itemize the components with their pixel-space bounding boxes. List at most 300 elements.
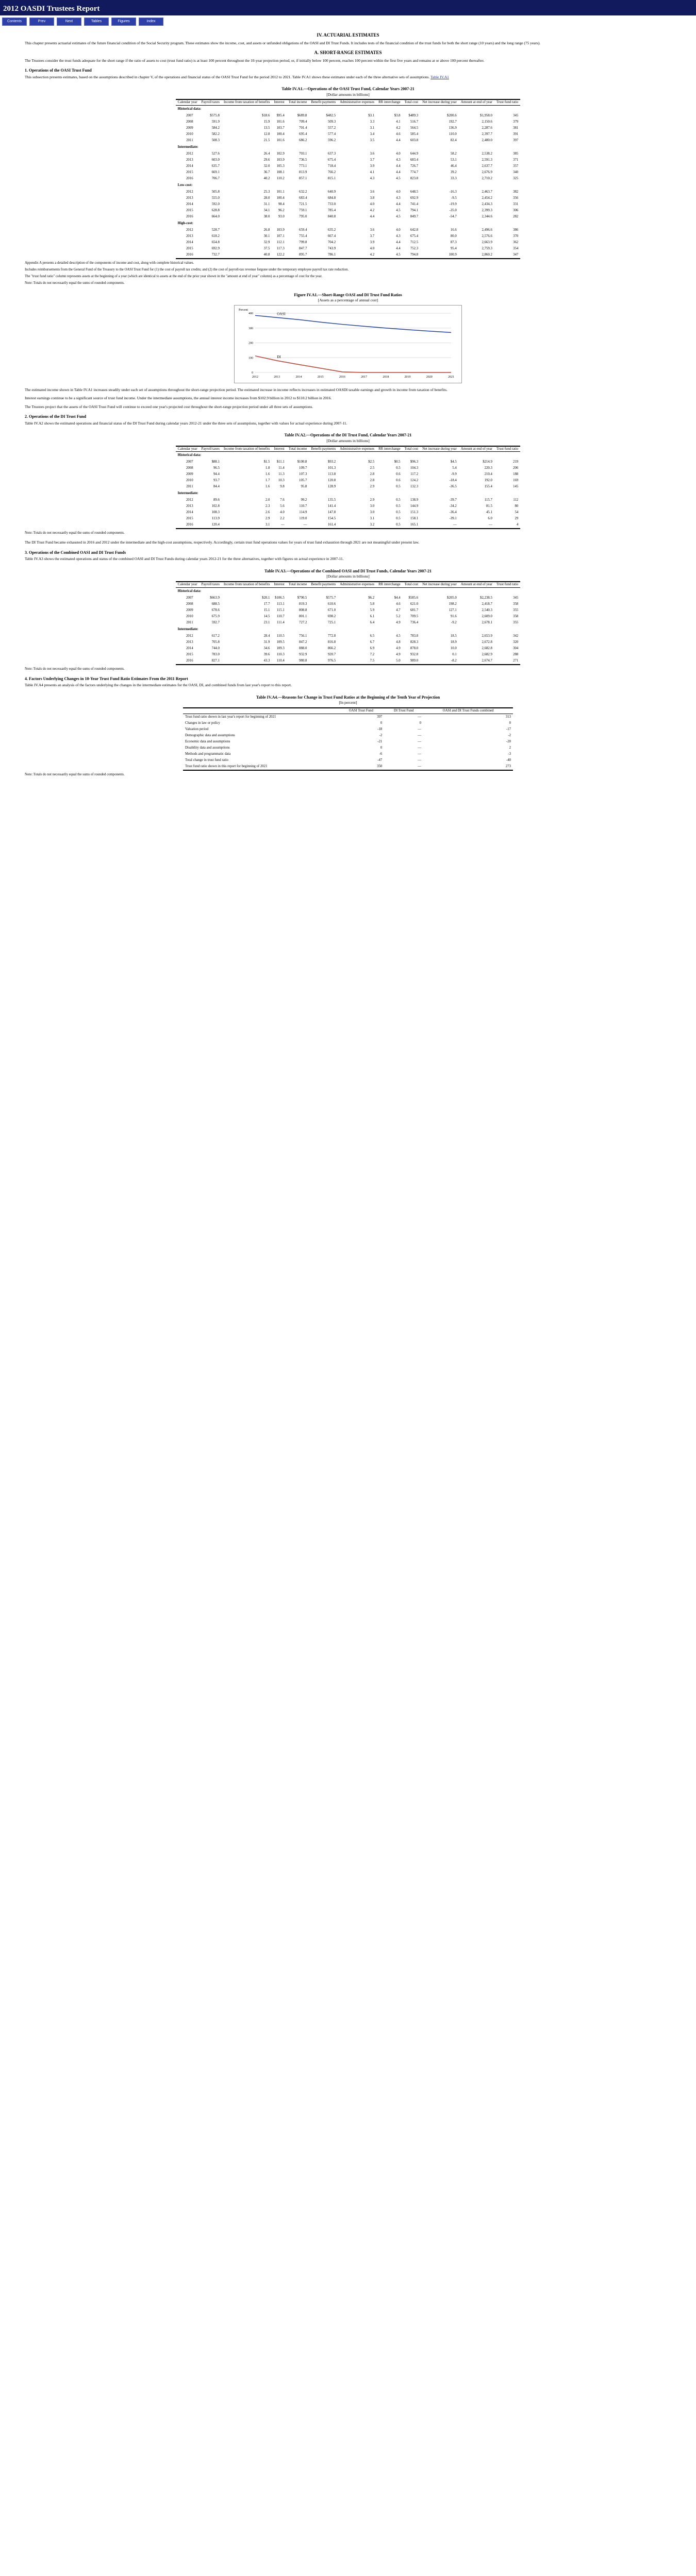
- table-cell: 2015: [186, 209, 193, 213]
- table-cell: -39.7: [449, 498, 457, 502]
- di-legend-label: DI: [277, 355, 281, 360]
- table-cell: 2.9: [370, 498, 375, 502]
- table-cell: 799.8: [299, 241, 307, 245]
- table-cell: 3.6: [370, 228, 375, 232]
- table-cell: 4.3: [370, 177, 375, 181]
- table-cell: 2010: [186, 132, 193, 137]
- table-cell: 564.5: [410, 126, 419, 130]
- nav-prev-button[interactable]: Prev: [29, 18, 54, 26]
- table-cell: 87.3: [450, 241, 457, 245]
- column-header: Amount at end of year: [459, 446, 494, 452]
- table-cell: 774.7: [410, 171, 419, 175]
- income-paragraph: The estimated income shown in Table IV.A1 increases steadily under each set of assumptions throughout the short-range projection period. The estimated increase in income reflects increases in estimated OASDI taxable earnings and growth in income from taxation of benefits.: [25, 387, 448, 393]
- table-cell: 320: [513, 640, 519, 644]
- table-cell: Trust fund ratio shown in last year's report for beginning of 2021: [185, 715, 276, 719]
- table-a1-note-3: The "trust fund ratio" column represents assets at the beginning of a year (which are identical to assets at the end of the prior year shown in the "amount at end of year" column) as a percentage of cost for the year.: [25, 274, 322, 278]
- table-cell: 4.1: [396, 120, 401, 124]
- table-cell: 932.9: [299, 652, 307, 656]
- table-cell: 2,344.6: [482, 215, 492, 219]
- table-cell: 124.2: [410, 479, 419, 483]
- table-cell: 112.1: [276, 241, 285, 245]
- table-cell: 354: [513, 247, 519, 251]
- table-row: [176, 652, 521, 658]
- column-header: Calendar year: [176, 446, 200, 452]
- column-header: [183, 708, 338, 714]
- table-cell: 206: [513, 466, 519, 470]
- table-cell: 154.5: [327, 517, 336, 521]
- table-cell: $214.9: [483, 460, 492, 464]
- table-cell: 766.2: [327, 171, 336, 175]
- table-cell: 2,653.9: [482, 634, 492, 638]
- section-label: Intermediate:: [177, 492, 198, 496]
- table-row: [176, 478, 521, 484]
- table-cell: 2.9: [370, 485, 375, 489]
- table-cell: 808.8: [299, 608, 307, 612]
- table-cell: 5.9: [370, 608, 375, 612]
- table-cell: -35.0: [449, 209, 457, 213]
- table-cell: 4.8: [396, 640, 401, 644]
- table-cell: 379: [513, 120, 519, 124]
- table-cell: 113.8: [328, 472, 336, 477]
- table-cell: 110.3: [276, 652, 285, 656]
- table-cell: 4.4: [396, 241, 401, 245]
- table-cell: 847.2: [299, 640, 307, 644]
- table-cell: 169: [513, 479, 519, 483]
- table-cell: 528.7: [211, 228, 220, 232]
- table-cell: 4.0: [396, 152, 401, 156]
- table-link[interactable]: Table IV.A1: [430, 74, 449, 79]
- table-a1-note-4: Note: Totals do not necessarily equal the sums of rounded components.: [25, 281, 125, 285]
- table-cell: 28.4: [263, 634, 270, 638]
- table-cell: 161.4: [309, 522, 338, 529]
- table-cell: 603.0: [211, 158, 220, 162]
- table-cell: 2012: [186, 498, 193, 502]
- table-cell: 667.4: [327, 234, 336, 239]
- table-cell: 135.5: [327, 498, 336, 502]
- table-cell: $3.1: [368, 114, 375, 118]
- table-cell: 727.2: [299, 620, 307, 624]
- table-cell: 683.4: [299, 196, 307, 200]
- table-cell: 759.1: [299, 209, 307, 213]
- table-cell: 4.3: [396, 196, 401, 200]
- di-operations-heading: 2. Operations of the DI Trust Fund: [25, 414, 87, 419]
- table-cell: Total change in trust fund ratio: [185, 758, 228, 762]
- table-cell: 340: [513, 171, 519, 175]
- table-cell: Disability data and assumptions: [185, 746, 230, 750]
- table-cell: 2015: [186, 517, 193, 521]
- table-cell: 26.4: [263, 152, 270, 156]
- table-cell: -8.2: [420, 658, 459, 665]
- table-cell: 980.8: [287, 658, 309, 665]
- table-cell: $3.8: [394, 114, 401, 118]
- table-cell: 11.3: [278, 472, 285, 477]
- table-cell: 4.0: [370, 247, 375, 251]
- table-cell: $18.6: [262, 114, 270, 118]
- table-cell: 732.7: [200, 252, 222, 259]
- table-cell: —: [272, 522, 286, 529]
- column-header: DI Trust Fund: [384, 708, 423, 714]
- table-cell: 648.5: [410, 190, 419, 194]
- table-cell: 635.7: [211, 164, 220, 168]
- table-cell: 46.4: [450, 164, 457, 168]
- table-cell: 688.5: [211, 602, 220, 606]
- table-cell: 188: [513, 472, 519, 477]
- table-cell: 371: [513, 158, 519, 162]
- table-cell: 786.1: [309, 252, 338, 259]
- table-cell: 756.1: [299, 634, 307, 638]
- table-cell: 989.0: [403, 658, 421, 665]
- table-cell: $93.2: [327, 460, 336, 464]
- table-cell: $95.4: [276, 114, 285, 118]
- content: [0, 32, 696, 777]
- table-cell: 345: [513, 596, 519, 600]
- table-cell: -9.2: [451, 620, 457, 624]
- column-header: Payroll taxes: [200, 99, 222, 105]
- table-cell: 585.4: [410, 132, 419, 137]
- intro-paragraph: This chapter presents actuarial estimates of the future financial condition of the Social Security program. These estimates show the income, cost, and assets or unfunded obligations of the OASI and DI Trust Funds. It includes tests of the financial condition of the trust funds for both the short range (10 years) and the long range (75 years).: [25, 41, 541, 46]
- table-cell: $2,238.5: [480, 596, 492, 600]
- table-a1-subtitle: [Dollar amounts in billions]: [326, 92, 370, 97]
- table-cell: 3.0: [370, 504, 375, 509]
- table-cell: 932.8: [410, 652, 419, 656]
- table-cell: 220.3: [484, 466, 492, 470]
- table-cell: 80.0: [450, 234, 457, 239]
- table-cell: 2,591.3: [482, 158, 492, 162]
- table-cell: 1.6: [265, 472, 270, 477]
- table-cell: 610.6: [327, 602, 336, 606]
- table-cell: 4.4: [396, 139, 401, 143]
- table-cell: 603.8: [410, 139, 419, 143]
- table-cell: 683.4: [410, 158, 419, 162]
- table-cell: 669.1: [211, 171, 220, 175]
- column-header: Benefit payments: [309, 446, 338, 452]
- column-header: Interest: [272, 99, 286, 105]
- table-cell: 95.4: [450, 247, 457, 251]
- table-cell: 34.6: [263, 646, 270, 650]
- table-cell: 40.8: [222, 252, 272, 259]
- table-cell: 635.2: [327, 228, 336, 232]
- column-header: Administrative expenses: [338, 446, 376, 452]
- table-cell: 2,663.9: [482, 241, 492, 245]
- table-cell: 675.4: [327, 158, 336, 162]
- table-cell: 3.9: [370, 241, 375, 245]
- table-cell: 117.3: [276, 247, 285, 251]
- table-cell: $790.5: [297, 596, 307, 600]
- table-cell: 678.6: [211, 608, 220, 612]
- table-cell: Demographic data and assumptions: [185, 734, 235, 738]
- table-cell: 347: [494, 252, 520, 259]
- table-cell: 2,150.6: [482, 120, 492, 124]
- section-label: Intermediate:: [177, 627, 198, 631]
- table-cell: 642.8: [410, 228, 419, 232]
- x-tick-label: 2021: [448, 376, 454, 379]
- table-cell: 4.4: [396, 164, 401, 168]
- table-cell: 0: [380, 721, 383, 725]
- table-cell: -19.9: [449, 202, 457, 207]
- table-cell: 592.7: [211, 620, 220, 624]
- table-row: [176, 195, 521, 201]
- table-cell: 2012: [186, 152, 193, 156]
- table-cell: 4.5: [396, 209, 401, 213]
- table-cell: 736.4: [410, 620, 419, 624]
- table-cell: 31.9: [263, 640, 270, 644]
- table-cell: 117.2: [410, 472, 419, 477]
- table-cell: 2,496.6: [482, 228, 492, 232]
- di-series-line: [255, 356, 451, 372]
- table-cell: 99.2: [301, 498, 307, 502]
- interest-paragraph: Interest earnings continue to be a significant source of trust fund income. Under the intermediate assumptions, the annual interest income increases from $102.9 billion in 2012 to $110.2 billion in 2016.: [25, 396, 332, 401]
- table-a2: [176, 446, 521, 530]
- table-cell: 4.6: [396, 132, 401, 137]
- table-cell: $0.5: [394, 460, 401, 464]
- table-cell: 2016: [186, 177, 193, 181]
- table-cell: 38.0: [263, 215, 270, 219]
- table-cell: 98.4: [278, 202, 285, 207]
- table-cell: -6: [379, 752, 383, 756]
- table-cell: $575.7: [326, 596, 336, 600]
- table-row: [176, 633, 521, 639]
- y-tick-label: 400: [248, 312, 253, 316]
- table-cell: 108.3: [211, 511, 220, 515]
- table-cell: 976.5: [309, 658, 338, 665]
- table-cell: 2016: [176, 252, 200, 259]
- table-cell: 725.1: [327, 620, 336, 624]
- table-cell: 2,399.3: [482, 209, 492, 213]
- table-cell: 692.9: [410, 196, 419, 200]
- y-tick-label: 0: [252, 371, 253, 375]
- table-cell: 28.0: [263, 196, 270, 200]
- table-cell: 794.8: [403, 252, 421, 259]
- table-cell: 141.4: [327, 504, 336, 509]
- table-cell: 2.3: [265, 504, 270, 509]
- table-cell: 91.6: [450, 614, 457, 618]
- table-cell: -18.4: [449, 479, 457, 483]
- table-cell: 2,759.3: [482, 247, 492, 251]
- column-header: Interest: [272, 582, 286, 587]
- table-cell: 313: [505, 715, 511, 719]
- table-cell: 2014: [186, 164, 193, 168]
- table-cell: 4.4: [370, 215, 375, 219]
- table-cell: 3.4: [370, 132, 375, 137]
- table-cell: 109.5: [276, 640, 285, 644]
- table-cell: $663.9: [210, 596, 220, 600]
- table-cell: $20.1: [262, 596, 270, 600]
- table-cell: 151.3: [410, 511, 419, 515]
- table-cell: 2,609.0: [482, 614, 492, 618]
- table-cell: 115.1: [276, 608, 285, 612]
- table-cell: 120.8: [327, 479, 336, 483]
- table-cell: 95.8: [301, 485, 307, 489]
- table-cell: 325: [513, 177, 519, 181]
- table-row: [176, 201, 521, 208]
- top-nav: [0, 15, 696, 29]
- table-row: [176, 503, 521, 510]
- table-row: [183, 751, 513, 757]
- x-tick-label: 2014: [295, 376, 302, 379]
- table-cell: 198.2: [449, 602, 457, 606]
- oasi-legend-label: OASI: [277, 312, 286, 316]
- table-a3-subtitle: [Dollar amounts in billions]: [326, 574, 370, 579]
- table-cell: 744.0: [211, 646, 220, 650]
- table-cell: —: [420, 522, 459, 529]
- table-cell: 271: [494, 658, 520, 665]
- table-cell: 2014: [186, 511, 193, 515]
- table-row: [176, 189, 521, 195]
- column-header: RR interchange: [376, 446, 402, 452]
- table-row: [176, 510, 521, 516]
- table-cell: 659.4: [299, 228, 307, 232]
- table-row: [183, 720, 513, 726]
- table-cell: 3.5: [370, 139, 375, 143]
- x-tick-label: 2012: [252, 376, 258, 379]
- table-cell: 11.4: [278, 466, 285, 470]
- column-header: RR interchange: [376, 582, 402, 587]
- table-a1-note-1: Appendix A presents a detailed description of the components of income and cost, along with complete historical values.: [25, 261, 194, 265]
- table-cell: $88.1: [211, 460, 220, 464]
- table-cell: 0.5: [396, 466, 401, 470]
- short-range-heading: A. SHORT-RANGE ESTIMATES: [314, 49, 382, 55]
- x-tick-label: 2018: [383, 376, 389, 379]
- table-cell: 3.1: [370, 517, 375, 521]
- nav-tables-button[interactable]: Tables: [84, 18, 109, 26]
- table-cell: 5.0: [376, 658, 402, 665]
- table-cell: 15.9: [263, 120, 270, 124]
- table-cell: 53.1: [450, 158, 457, 162]
- table-cell: 10.3: [278, 479, 285, 483]
- table-cell: 895.7: [287, 252, 309, 259]
- table-cell: 828.3: [410, 640, 419, 644]
- table-row: [176, 639, 521, 646]
- table-cell: 1.8: [265, 466, 270, 470]
- table-cell: 0.5: [396, 504, 401, 509]
- table-row: [176, 240, 521, 246]
- table-cell: 2.9: [265, 517, 270, 521]
- table-row: [176, 607, 521, 614]
- x-tick-label: 2017: [361, 376, 368, 379]
- table-cell: 712.5: [410, 241, 419, 245]
- table-row: [176, 113, 521, 119]
- di-exhaustion-paragraph: The DI Trust Fund became exhausted in 2016 and 2012 under the intermediate and the high-cost assumptions, respectively. Accordingly, certain trust fund operations values for years of trust fund exhaustion through 2021 are not meaningful under present law.: [25, 540, 420, 545]
- table-cell: 4.4: [396, 202, 401, 207]
- table-cell: 109.3: [276, 646, 285, 650]
- table-cell: 505.8: [211, 190, 220, 194]
- table-cell: -47: [377, 758, 383, 762]
- table-cell: 31.1: [263, 202, 270, 207]
- table-cell: 827.1: [200, 658, 222, 665]
- table-cell: 2013: [186, 640, 193, 644]
- table-cell: 2012: [186, 190, 193, 194]
- table-cell: 4.5: [376, 252, 402, 259]
- column-header: Calendar year: [176, 582, 200, 587]
- table-row: [183, 739, 513, 745]
- table-cell: 686.2: [299, 139, 307, 143]
- table-cell: 128.9: [327, 485, 336, 489]
- column-header: OASI and DI Trust Funds combined: [423, 708, 513, 714]
- table-cell: 355: [513, 620, 519, 624]
- table-cell: $4.5: [450, 460, 457, 464]
- chapter-heading: IV. ACTUARIAL ESTIMATES: [317, 32, 379, 38]
- table-cell: 4.0: [370, 202, 375, 207]
- table-cell: 345: [513, 114, 519, 118]
- short-range-paragraph: The Trustees consider the trust funds adequate for the short range if the ratio of assets to cost (trust fund ratio) is at least 100 percent throughout the 10-year projection period, or, if initially below 100 percent, reaches 100 percent within the first five years and remains at or above 100 percent thereafter.: [25, 58, 485, 63]
- table-cell: 54: [515, 511, 519, 515]
- table-cell: 331: [513, 202, 519, 207]
- table-cell: 219: [513, 460, 519, 464]
- table-cell: 705.8: [211, 640, 220, 644]
- table-cell: 718.4: [327, 164, 336, 168]
- table-cell: 2011: [186, 139, 193, 143]
- nav-figures-button[interactable]: Figures: [111, 18, 136, 26]
- table-cell: 2,860.2: [459, 252, 494, 259]
- table-cell: 107.1: [276, 234, 285, 239]
- nav-contents-button[interactable]: Contents: [2, 18, 27, 26]
- column-header: Trust fund ratio: [494, 582, 520, 587]
- table-cell: -9.9: [451, 472, 457, 477]
- table-cell: 16.6: [450, 228, 457, 232]
- table-row: [176, 176, 521, 182]
- table-cell: 701.4: [299, 126, 307, 130]
- x-tick-label: 2016: [339, 376, 345, 379]
- table-cell: 147.8: [327, 511, 336, 515]
- table-row: [176, 170, 521, 176]
- table-cell: 2,540.3: [482, 608, 492, 612]
- table-cell: 102.8: [211, 504, 220, 509]
- table-cell: 733.0: [327, 202, 336, 207]
- column-header: OASI Trust Fund: [338, 708, 384, 714]
- table-cell: 2013: [186, 504, 193, 509]
- section-label: Historical data:: [177, 453, 202, 457]
- table-cell: 113.1: [276, 602, 285, 606]
- table-cell: 104.3: [410, 466, 419, 470]
- table-cell: 7.5: [338, 658, 376, 665]
- table-cell: 155.4: [484, 485, 492, 489]
- x-tick-label: 2013: [274, 376, 280, 379]
- table-cell: 136.9: [449, 126, 457, 130]
- table-cell: 0.5: [396, 511, 401, 515]
- table-cell: 355: [513, 608, 519, 612]
- table-cell: $482.5: [326, 114, 336, 118]
- table-cell: 741.4: [410, 202, 419, 207]
- table-cell: 681.7: [410, 608, 419, 612]
- table-cell: 30.1: [263, 234, 270, 239]
- table-cell: $106.5: [275, 596, 285, 600]
- table-cell: 752.3: [410, 247, 419, 251]
- table-row: [176, 163, 521, 170]
- table-cell: 14.5: [263, 614, 270, 618]
- table-cell: 2014: [186, 202, 193, 207]
- table-cell: $4.4: [394, 596, 401, 600]
- table-cell: $575.8: [210, 114, 220, 118]
- table-cell: 2.5: [370, 466, 375, 470]
- table-cell: 9.8: [280, 485, 285, 489]
- table-cell: 101.6: [276, 139, 285, 143]
- table-cell: 721.5: [299, 202, 307, 207]
- table-cell: 592.0: [211, 202, 220, 207]
- nav-next-button[interactable]: Next: [57, 18, 81, 26]
- nav-index-button[interactable]: Index: [139, 18, 163, 26]
- table-cell: 165.1: [403, 522, 421, 529]
- table-cell: 617.2: [211, 634, 220, 638]
- table-cell: 516.7: [410, 120, 419, 124]
- table-row: [176, 157, 521, 163]
- table-cell: 878.0: [410, 646, 419, 650]
- table-cell: 18.5: [450, 634, 457, 638]
- table-cell: -36.5: [449, 485, 457, 489]
- table-cell: Economic data and assumptions: [185, 740, 230, 744]
- column-header: Net increase during year: [420, 99, 459, 105]
- table-cell: 847.7: [299, 247, 307, 251]
- table-cell: 2013: [186, 158, 193, 162]
